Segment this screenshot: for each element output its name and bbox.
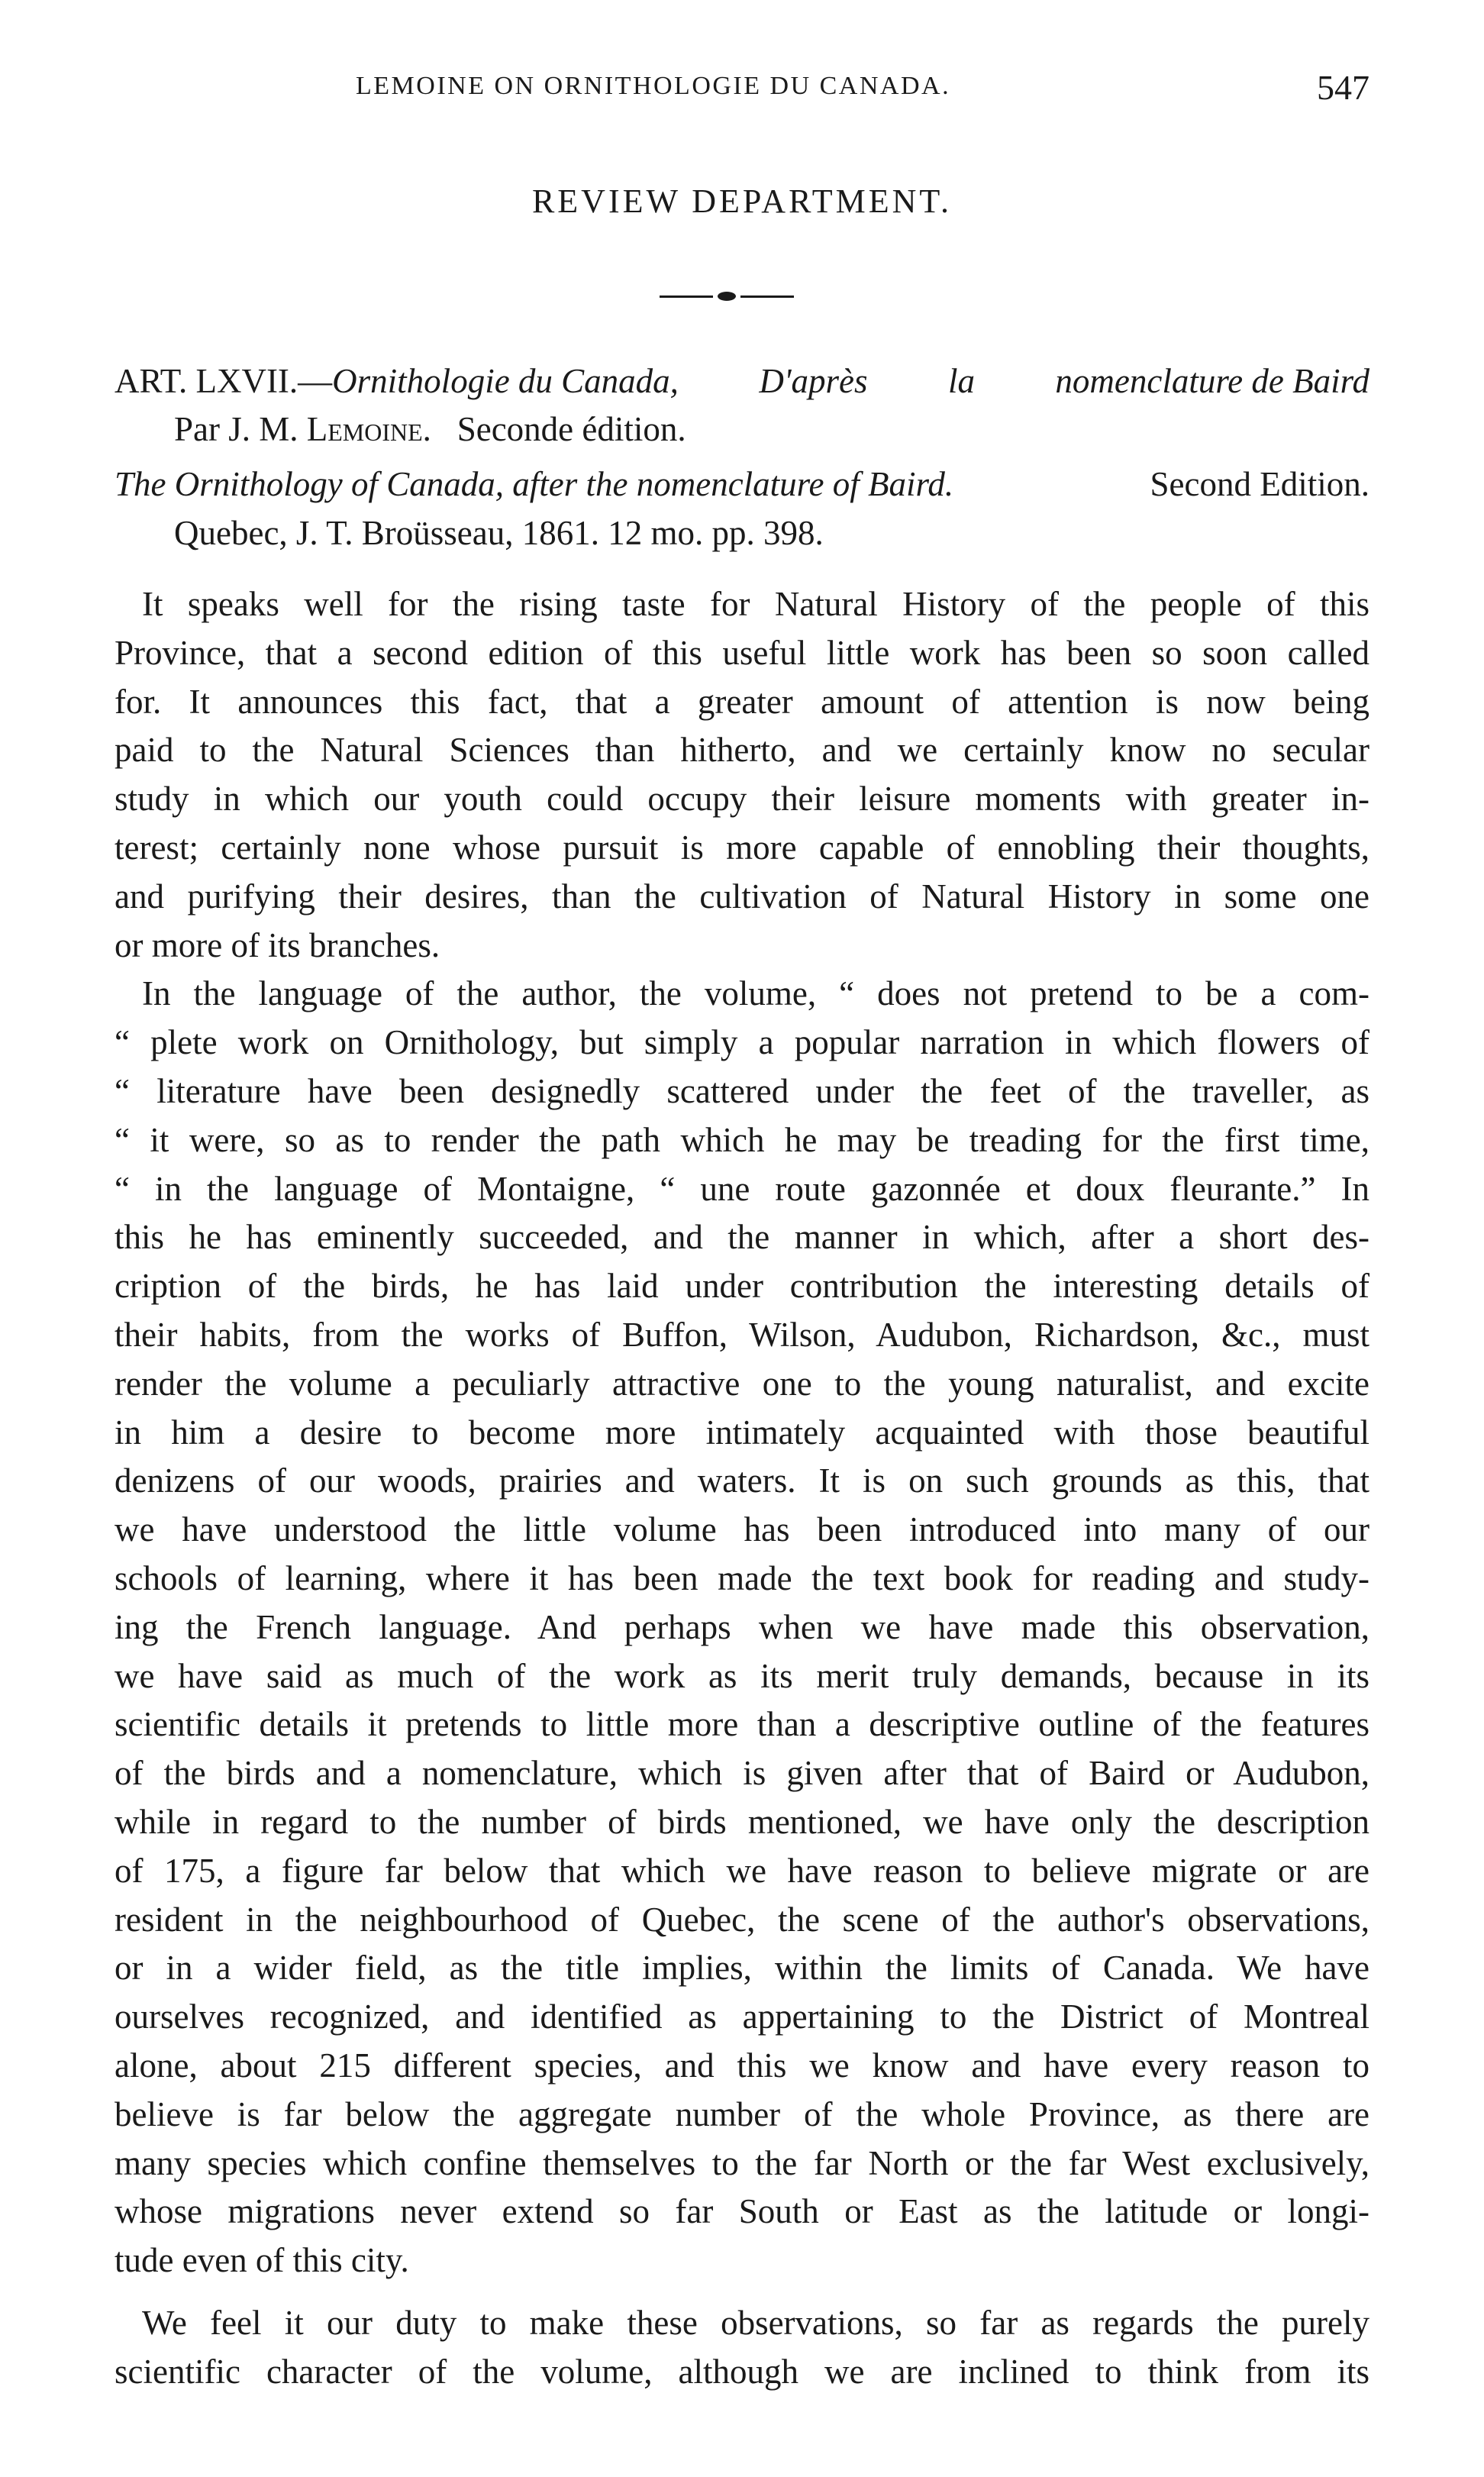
author-prefix: Par J. M. <box>174 410 298 448</box>
english-title: The Ornithology of Canada, after the nomenclature of Baird. <box>115 465 954 503</box>
text-line: believe is far below the aggregate number of the whole Province, as there are <box>115 2094 1369 2133</box>
text-line: paid to the Natural Sciences than hitherto, and we certainly know no secular <box>115 731 1369 770</box>
text-line: schools of learning, where it has been made the text book for reading and study- <box>115 1558 1369 1597</box>
text-line: scientific character of the volume, although we are inclined to think from its <box>115 2352 1369 2391</box>
text-line: many species which confine themselves to the far North or the far West exclusively, <box>115 2143 1369 2182</box>
citation-line <box>115 357 1369 405</box>
paragraph <box>115 2299 1369 2397</box>
text-line: scientific details it pretends to little more than a descriptive outline of the features <box>115 1705 1369 1744</box>
text-line: in him a desire to become more intimately acquainted with those beautiful <box>115 1413 1369 1452</box>
text-line: or more of its branches. <box>115 925 440 964</box>
text-line: cription of the birds, he has laid under contribution the interesting details of <box>115 1267 1369 1306</box>
running-title: LEMOINE ON ORNITHOLOGIE DU CANADA. <box>356 72 951 100</box>
text-line: study in which our youth could occupy their leisure moments with greater in- <box>115 780 1369 819</box>
text-line: of the birds and a nomenclature, which is given after that of Baird or Audubon, <box>115 1754 1369 1793</box>
text-line: for. It announces this fact, that a greater amount of attention is now being <box>115 682 1369 721</box>
text-line: alone, about 215 different species, and this we know and have every reason to <box>115 2046 1369 2085</box>
department-heading: REVIEW DEPARTMENT. <box>531 182 953 220</box>
text-line: we have said as much of the work as its merit truly demands, because in its <box>115 1656 1369 1695</box>
article-citation-french <box>115 357 1369 454</box>
review-body <box>115 580 1369 2396</box>
ornament-bar-right <box>740 295 794 298</box>
running-head <box>115 67 1369 113</box>
text-line: this he has eminently succeeded, and the manner in which, after a short des- <box>115 1218 1369 1257</box>
text-line: In the language of the author, the volume, “ does not pretend to be a com- <box>142 974 1369 1013</box>
text-line: denizens of our woods, prairies and waters. It is on such grounds as this, that <box>115 1461 1369 1500</box>
text-line: and purifying their desires, than the cultivation of Natural History in some one <box>115 877 1369 916</box>
paragraph <box>115 970 1369 2285</box>
text-line: ing the French language. And perhaps when we have made this observation, <box>115 1607 1369 1646</box>
text-line: tude even of this city. <box>115 2241 409 2280</box>
ornament-bar-left <box>660 295 713 298</box>
text-line: whose migrations never extend so far South or East as the latitude or longi- <box>115 2192 1369 2231</box>
text-line: we have understood the little volume has been introduced into many of our <box>115 1510 1369 1549</box>
page-number: 547 <box>1317 68 1369 107</box>
text-line: while in regard to the number of birds mentioned, we have only the description <box>115 1802 1369 1841</box>
text-line: “ in the language of Montaigne, “ une route gazonnée et doux fleurante.” In <box>115 1169 1369 1208</box>
text-line: of 175, a figure far below that which we have reason to believe migrate or are <box>115 1851 1369 1890</box>
text-line: “ it were, so as to render the path which he may be treading for the first time, <box>115 1120 1369 1159</box>
article-citation-english <box>115 460 1369 557</box>
text-line: or in a wider field, as the title implies, within the limits of Canada. We have <box>115 1949 1369 1988</box>
citation-segment <box>115 357 679 405</box>
author-name: Lemoine. <box>306 410 431 448</box>
english-edition: Second Edition. <box>1150 465 1369 503</box>
french-edition: Seconde édition. <box>456 410 686 448</box>
french-subtitle-a: D'après <box>759 362 868 400</box>
citation-line <box>115 460 1369 509</box>
french-subtitle-c: nomenclature de Baird <box>1055 362 1369 400</box>
citation-line <box>115 405 1369 454</box>
french-subtitle-b: la <box>947 362 975 400</box>
text-line: It speaks well for the rising taste for Natural History of the people of this <box>142 585 1369 623</box>
article-number: ART. LXVII.— <box>115 362 333 400</box>
text-line: ourselves recognized, and identified as appertaining to the District of Montreal <box>115 1997 1369 2036</box>
text-line: terest; certainly none whose pursuit is more capable of ennobling their thoughts, <box>115 828 1369 867</box>
publication-line: Quebec, J. T. Broüsseau, 1861. 12 mo. pp. 398. <box>174 514 824 552</box>
text-line: “ plete work on Ornithology, but simply a popular narration in which flowers of <box>115 1023 1369 1062</box>
text-line: render the volume a peculiarly attractive one to the young naturalist, and excite <box>115 1364 1369 1403</box>
french-title: Ornithologie du Canada, <box>332 362 679 400</box>
text-line: their habits, from the works of Buffon, Wilson, Audubon, Richardson, &c., must <box>115 1315 1369 1354</box>
text-line: “ literature have been designedly scattered under the feet of the traveller, as <box>115 1071 1369 1110</box>
ornamental-rule <box>660 292 794 301</box>
text-line: resident in the neighbourhood of Quebec, the scene of the author's observations, <box>115 1900 1369 1939</box>
text-line: Province, that a second edition of this useful little work has been so soon called <box>115 633 1369 672</box>
paragraph <box>115 580 1369 970</box>
text-line: We feel it our duty to make these observations, so far as regards the purely <box>142 2303 1369 2342</box>
ornament-dot <box>718 292 736 301</box>
